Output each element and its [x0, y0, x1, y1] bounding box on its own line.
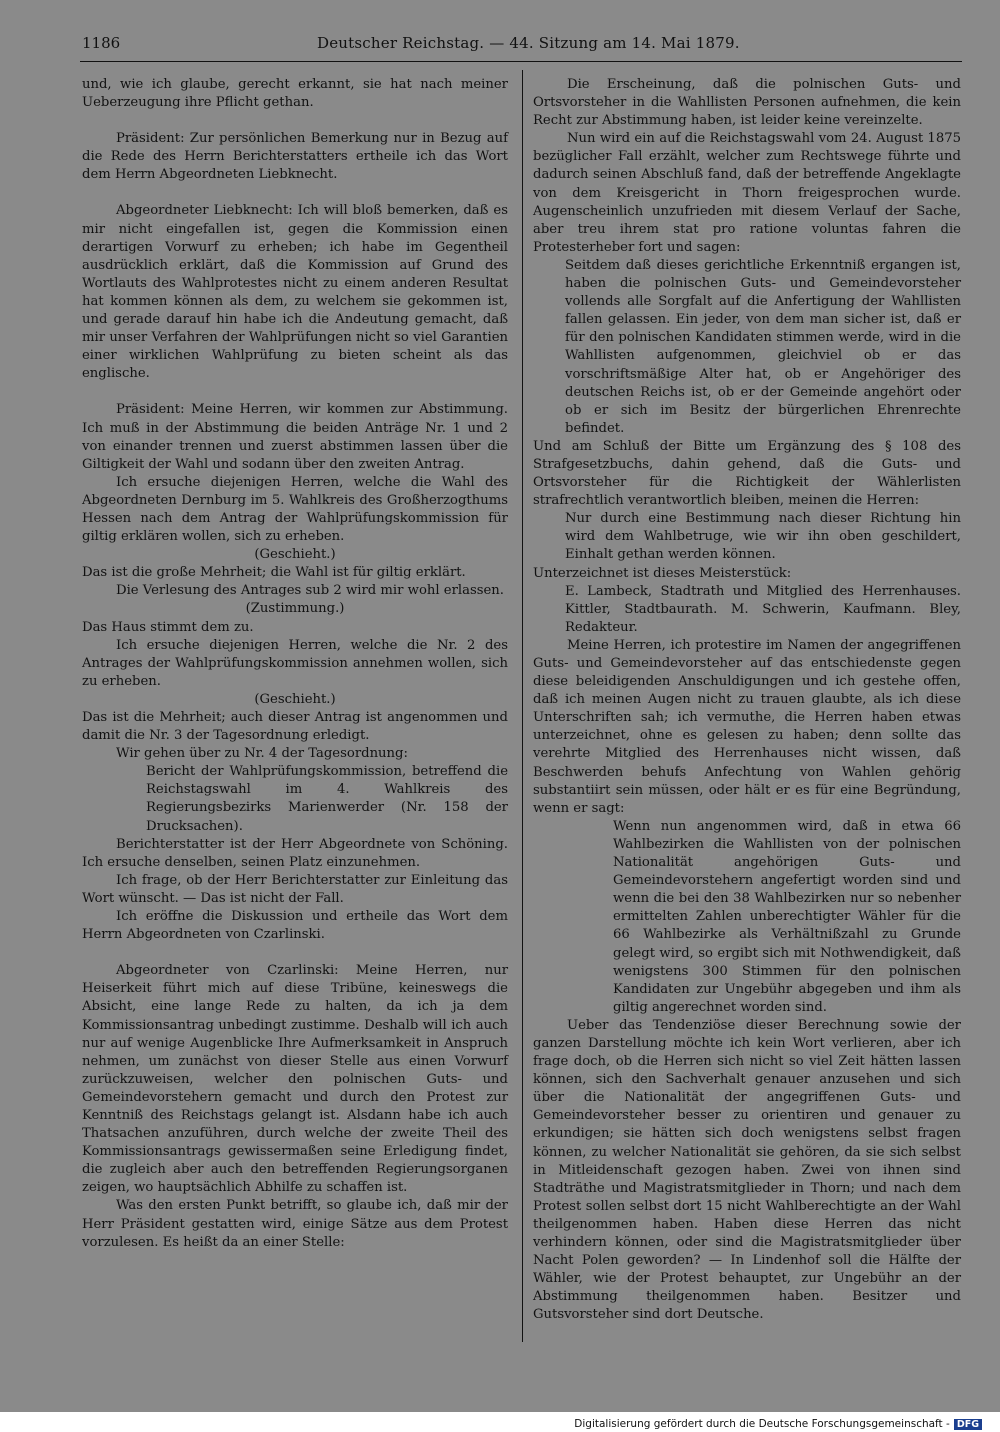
paragraph: Abgeordneter Liebknecht: Ich will bloß bemerken, daß es mir nicht eingefallen ist, gegen die Kommission einen derartigen Vorwurf zu erheben; ich habe im Gegentheil ausdrücklich erklärt, daß die Kommission auf Grund des Wortlauts des Wahlprotestes nicht zu einem anderen Resultat hat kommen können als dem, zu welchem sie gekommen ist, und gerade darauf hin habe ich die Andeutung gemacht, daß mir unser Verfahren der Wahlprüfungen nicht so viel Garantien einer wirklichen Wahlprüfung zu bieten scheint als das englische.	[82, 203, 508, 382]
paragraph: Ueber das Tendenziöse dieser Berechnung sowie der ganzen Darstellung möchte ich kein Wort verlieren, aber ich frage doch, ob die Herren sich nicht so viel Zeit hätten lassen können, sich den Sachverhalt genauer anzusehen und sich über die Nationalität der angegriffenen Guts- und Gemeindevorsteher besser zu orientiren und genauer zu erkundigen; sie hätten sich doch wenigstens selbst fragen können, zu welcher Nationalität sie gehören, da sie sich selbst in Mitleidenschaft gezogen haben. Zwei von ihnen sind Stadträthe und Magistratsmitglieder in Thorn; und nach dem Protest sollen selbst dort 15 nicht Wahlberechtigte an der Wahl theilgenommen haben. Haben diese Herren das nicht verhindern können, oder sind die Magistratsmitglieder über Nacht Polen geworden? — In Lindenhof soll die Hälfte der Wähler, wie der Protest behauptet, zur Ungebühr an der Abstimmung theilgenommen haben. Besitzer und Gutsvorsteher sind dort Deutsche.	[533, 1017, 961, 1323]
paragraph: und, wie ich glaube, gerecht erkannt, sie hat nach meiner Ueberzeugung ihre Pflicht gethan.	[82, 77, 508, 111]
stage-direction: (Geschieht.)	[254, 691, 336, 707]
paragraph: Abgeordneter von Czarlinski: Meine Herren, nur Heiserkeit führt mich auf diese Tribüne, keineswegs die Absicht, eine lange Rede zu halten, da ich ja dem Kommissionsantrag unbedingt zustimme. Deshalb will ich auch nur auf wenige Augenblicke Ihre Aufmerksamkeit in Anspruch nehmen, um zunächst von dieser Stelle aus einen Vorwurf zurückzuweisen, welcher den polnischen Guts- und Gemeindevorstehern gemacht und durch den Protest zur Kenntniß des Reichstags gelangt ist. Alsdann habe ich auch Thatsachen anzuführen, durch welche der zweite Theil des Kommissionsantrags gewissermaßen seine Erledigung findet, die zugleich aber auch den betreffenden Regierungsorganen zeigen, wo hauptsächlich Abhilfe zu schaffen ist.	[82, 963, 508, 1196]
quoted-paragraph: Nur durch eine Bestimmung nach dieser Richtung hin wird dem Wahlbetruge, wie wir ihn oben geschildert, Einhalt gethan werden können.	[565, 511, 961, 563]
quoted-paragraph: Seitdem daß dieses gerichtliche Erkenntniß ergangen ist, haben die polnischen Guts- und Gemeindevorsteher vollends alle Sorgfalt auf die Anfertigung der Wahllisten fallen gelassen. Ein jeder, von dem man sicher ist, daß er für den polnischen Kandidaten stimmen werde, wird in die Wahllisten aufgenommen, gleichviel ob er das vorschriftsmäßige Alter hat, ob er Angehöriger des deutschen Reichs ist, ob er der Gemeinde angehört oder ob er sich im Besitz der bürgerlichen Ehrenrechte befindet.	[565, 257, 961, 436]
footer-text: Digitalisierung gefördert durch die Deutsche Forschungsgemeinschaft -	[574, 1418, 950, 1430]
left-column	[82, 76, 508, 1252]
page-number: 1186	[82, 34, 121, 52]
paragraph: Die Verlesung des Antrages sub 2 wird mir wohl erlassen.	[116, 583, 504, 599]
quoted-paragraph: Die Erscheinung, daß die polnischen Guts- und Ortsvorsteher in die Wahllisten Personen aufnehmen, die kein Recht zur Abstimmung haben, ist leider keine vereinzelte.	[533, 77, 961, 129]
paragraph: Das ist die Mehrheit; auch dieser Antrag ist angenommen und damit die Nr. 3 der Tagesordnung erledigt.	[82, 710, 508, 744]
stage-direction: (Geschieht.)	[254, 547, 336, 563]
paragraph: Ich ersuche diejenigen Herren, welche die Wahl des Abgeordneten Dernburg im 5. Wahlkreis des Großherzogthums Hessen nach dem Antrag der Wahlprüfungskommission für giltig erklären wollen, sich zu erheben.	[82, 474, 508, 545]
paragraph: Ich eröffne die Diskussion und ertheile das Wort dem Herrn Abgeordneten von Czarlinski.	[82, 909, 508, 943]
paragraph: Was den ersten Punkt betrifft, so glaube ich, daß mir der Herr Präsident gestatten wird, einige Sätze aus dem Protest vorzulesen. Es heißt da an einer Stelle:	[82, 1198, 508, 1250]
agenda-item: Bericht der Wahlprüfungskommission, betreffend die Reichstagswahl im 4. Wahlkreis des Regierungsbezirks Marienwerder (Nr. 158 der Drucksachen).	[146, 764, 508, 834]
paragraph: Meine Herren, ich protestire im Namen der angegriffenen Guts- und Gemeindevorsteher auf das entschiedenste gegen diese beleidigenden Anschuldigungen und ich gestehe offen, daß ich meinen Augen nicht zu trauen glaubte, als ich diese Unterschriften sah; ich vermuthe, die Herren haben etwas unterzeichnet, ohne es gelesen zu haben; denn sollte das verehrte Mitglied des Herrenhauses nicht wissen, daß Beschwerden behufs Anfechtung von Wahlen gehörig substantiirt sein müssen, oder hält er es für eine Begründung, wenn er sagt:	[533, 637, 961, 816]
page-header	[82, 34, 960, 58]
quoted-paragraph: Wenn nun angenommen wird, daß in etwa 66 Wahlbezirken die Wahllisten von der polnischen Nationalität angehörigen Guts- und Gemeindevorstehern angefertigt worden sind und wenn die bei den 38 Wahlbezirken nur so nebenher ermittelten Zahlen unberechtigter Wähler für die 66 Wahlbezirke als Verhältnißzahl zu Grunde gelegt wird, so ergibt sich mit Nothwendigkeit, daß wenigstens 300 Stimmen für den polnischen Kandidaten zur Ungebühr abgegeben und ihm als giltig angerechnet worden sind.	[613, 818, 961, 1015]
right-column	[533, 76, 961, 1324]
dfg-logo: DFG	[954, 1419, 982, 1430]
column-divider	[522, 70, 523, 1342]
paragraph: Und am Schluß der Bitte um Ergänzung des § 108 des Strafgesetzbuchs, dahin gehend, daß die Guts- und Ortsvorsteher für die Richtigkeit der Wählerlisten strafrechtlich verantwortlich bleiben, meinen die Herren:	[533, 438, 961, 509]
header-rule	[80, 61, 962, 62]
paragraph: Wir gehen über zu Nr. 4 der Tagesordnung:	[116, 746, 408, 762]
paragraph: Nun wird ein auf die Reichstagswahl vom 24. August 1875 bezüglicher Fall erzählt, welcher zum Rechtswege führte und dadurch seinen Abschluß fand, daß der betreffende Angeklagte von dem Kreisgericht in Thorn freigesprochen wurde. Augenscheinlich unzufrieden mit diesem Verlauf der Sache, aber treu ihrem stat pro ratione voluntas fahren die Protesterheber fort und sagen:	[533, 131, 961, 255]
paragraph: Präsident: Meine Herren, wir kommen zur Abstimmung. Ich muß in der Abstimmung die beiden Anträge Nr. 1 und 2 von einander trennen und zuerst abstimmen lassen über die Giltigkeit der Wahl und sodann über den zweiten Antrag.	[82, 402, 508, 472]
paragraph: Berichterstatter ist der Herr Abgeordnete von Schöning. Ich ersuche denselben, seinen Platz einzunehmen.	[82, 836, 508, 870]
paragraph: Das ist die große Mehrheit; die Wahl ist für giltig erklärt.	[82, 565, 466, 581]
paragraph: Das Haus stimmt dem zu.	[82, 619, 254, 635]
paragraph: Präsident: Zur persönlichen Bemerkung nur in Bezug auf die Rede des Herrn Berichterstatters ertheile ich das Wort dem Herrn Abgeordneten Liebknecht.	[82, 131, 508, 183]
footer	[574, 1418, 982, 1430]
paragraph: Unterzeichnet ist dieses Meisterstück:	[533, 565, 792, 581]
paragraph: Ich frage, ob der Herr Berichterstatter zur Einleitung das Wort wünscht. — Das ist nicht der Fall.	[82, 872, 508, 906]
signatories: E. Lambeck, Stadtrath und Mitglied des Herrenhauses. Kittler, Stadtbaurath. M. Schwerin, Kaufmann. Bley, Redakteur.	[565, 583, 961, 635]
stage-direction: (Zustimmung.)	[245, 601, 345, 617]
paragraph: Ich ersuche diejenigen Herren, welche die Nr. 2 des Antrages der Wahlprüfungskommission annehmen wollen, sich zu erheben.	[82, 637, 508, 689]
running-title: Deutscher Reichstag. — 44. Sitzung am 14. Mai 1879.	[317, 34, 740, 52]
